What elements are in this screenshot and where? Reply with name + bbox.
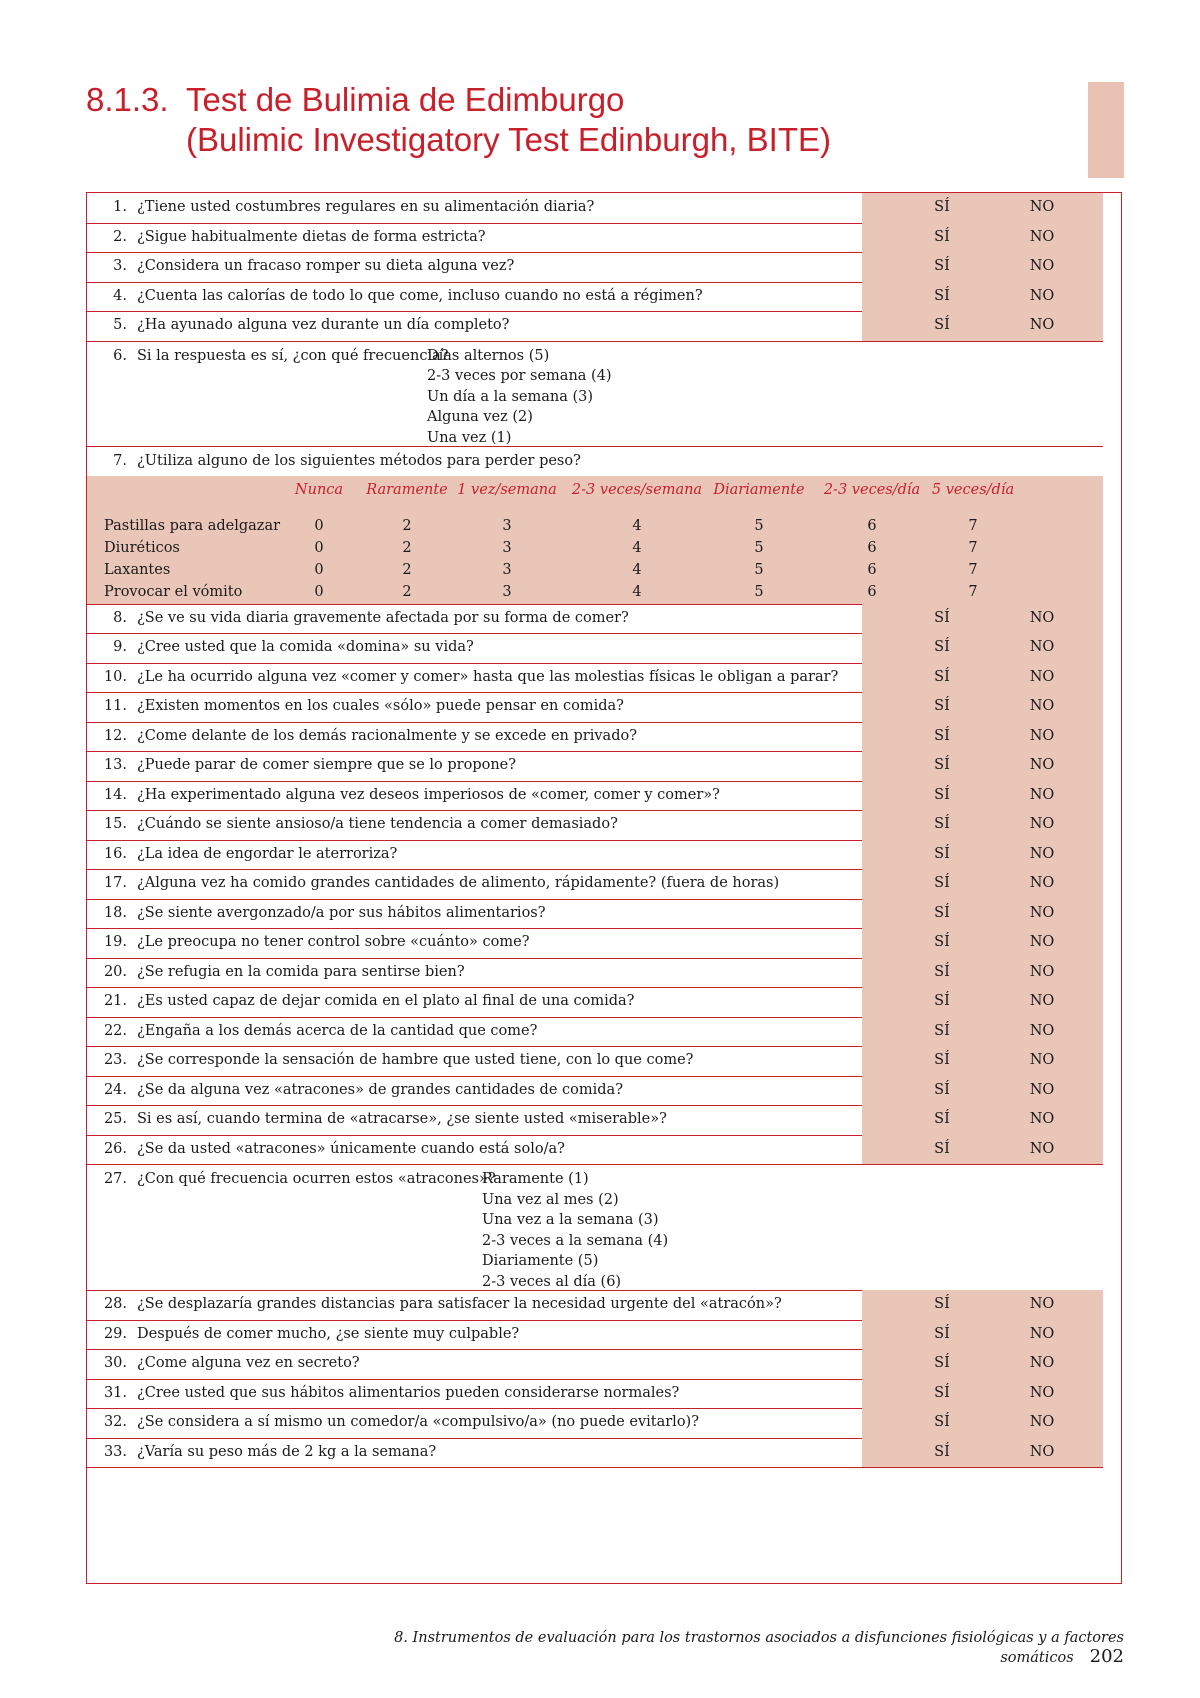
yes-option[interactable]: SÍ [934,934,950,950]
question-row [87,223,1103,254]
method-score[interactable]: 4 [632,517,642,534]
question-number: 32. [103,1414,127,1430]
frequency-column-label: 1 vez/semana [457,481,557,498]
question-row [87,341,1103,447]
frequency-option[interactable]: 2-3 veces al día (6) [482,1273,622,1290]
question-number: 19. [103,934,127,950]
answer-cell [862,928,1103,958]
question-row [87,1017,1103,1048]
question-text: ¿Cree usted que la comida «domina» su vida? [137,639,474,655]
question-row [87,869,1103,900]
method-row [87,540,1103,562]
yes-option[interactable]: SÍ [934,1022,950,1039]
method-score[interactable]: 4 [632,583,642,600]
answer-cell [862,1349,1103,1379]
question-row [87,1349,1103,1380]
method-row [87,518,1103,540]
question-number: 7. [113,452,127,469]
method-score[interactable]: 6 [867,583,877,600]
frequency-option[interactable]: Una vez a la semana (3) [482,1212,659,1228]
yes-option[interactable]: SÍ [934,845,950,862]
method-name: Pastillas para adelgazar [104,517,281,534]
answer-cell [862,1105,1103,1135]
frequency-column-label: 2-3 veces/semana [571,481,703,498]
questionnaire-table [86,192,1122,1584]
method-score[interactable]: 5 [754,517,764,534]
method-score[interactable]: 2 [402,583,412,600]
frequency-options [427,346,612,449]
no-option[interactable]: NO [1029,698,1055,714]
question-number: 6. [113,347,127,364]
answer-cell [862,1017,1103,1047]
no-option[interactable]: NO [1029,875,1055,891]
method-score[interactable]: 4 [632,561,642,578]
question-number: 27. [103,1171,127,1187]
question-row [87,1135,1103,1166]
method-score[interactable]: 5 [754,539,764,556]
no-option[interactable]: NO [1029,1296,1055,1312]
no-option[interactable]: NO [1029,1052,1055,1068]
frequency-option[interactable]: Una vez al mes (2) [482,1191,619,1208]
answer-cell [862,252,1103,282]
method-score[interactable]: 6 [867,539,877,556]
answer-cell [862,958,1103,988]
yes-option[interactable]: SÍ [934,287,950,304]
question-number: 25. [103,1111,127,1127]
answer-cell [862,840,1103,870]
question-row [87,1290,1103,1321]
no-option[interactable]: NO [1029,786,1055,803]
method-score[interactable]: 2 [402,517,412,534]
yes-option[interactable]: SÍ [934,1111,950,1127]
question-number: 22. [103,1022,127,1039]
question-text: ¿Se considera a sí mismo un comedor/a «compulsivo/a» (no puede evitarlo)? [137,1414,699,1430]
question-text: ¿Come delante de los demás racionalmente y se excede en privado? [137,727,637,744]
frequency-option[interactable]: Diariamente (5) [482,1253,599,1269]
question-text: ¿Ha ayunado alguna vez durante un día completo? [137,317,510,333]
yes-option[interactable]: SÍ [934,1355,950,1371]
answer-cell [862,869,1103,899]
question-text: ¿Sigue habitualmente dietas de forma estricta? [137,228,486,245]
question-row [87,1164,1103,1291]
answer-cell [862,633,1103,663]
yes-option[interactable]: SÍ [934,1296,950,1312]
question-text: ¿Come alguna vez en secreto? [137,1355,360,1371]
question-number: 31. [103,1384,127,1401]
method-score[interactable]: 5 [754,561,764,578]
no-option[interactable]: NO [1029,317,1055,333]
frequency-column-label: 5 veces/día [931,481,1015,498]
method-score[interactable]: 3 [502,517,512,534]
method-score[interactable]: 6 [867,517,877,534]
yes-option[interactable]: SÍ [934,668,950,685]
page-footer [270,1630,1124,1667]
yes-option[interactable]: SÍ [934,786,950,803]
method-name: Provocar el vómito [104,583,243,600]
question-row [87,1320,1103,1351]
question-row [87,928,1103,959]
question-row [87,311,1103,342]
yes-option[interactable]: SÍ [934,317,950,333]
section-heading [86,80,831,160]
question-number: 18. [103,904,127,921]
question-row [87,1076,1103,1107]
method-score[interactable]: 7 [968,539,978,556]
question-row [87,1046,1103,1077]
question-number: 5. [113,317,127,333]
question-text: ¿Se da usted «atracones» únicamente cuando está solo/a? [137,1140,565,1157]
question-row [87,1379,1103,1410]
method-name: Diuréticos [104,539,180,556]
question-row [87,751,1103,782]
no-option[interactable]: NO [1029,904,1055,921]
no-option[interactable]: NO [1029,199,1055,215]
method-score[interactable]: 2 [402,539,412,556]
method-score[interactable]: 3 [502,539,512,556]
yes-option[interactable]: SÍ [934,639,950,655]
frequency-option[interactable]: 2-3 veces por semana (4) [427,368,612,384]
question-text: ¿Es usted capaz de dejar comida en el plato al final de una comida? [137,993,635,1009]
no-option[interactable]: NO [1029,1081,1055,1098]
method-score[interactable]: 5 [754,583,764,600]
no-option[interactable]: NO [1029,639,1055,655]
method-frequency-grid [87,508,1103,605]
frequency-column-label: Diariamente [713,481,805,498]
question-number: 8. [113,609,127,626]
question-number: 26. [103,1140,127,1157]
chapter-tab [1088,82,1124,178]
question-text: ¿Con qué frecuencia ocurren estos «atracones»? [137,1171,496,1187]
question-text: ¿Cuándo se siente ansioso/a tiene tendencia a comer demasiado? [137,816,618,832]
question-number: 20. [103,963,127,980]
frequency-option[interactable]: Raramente (1) [482,1171,589,1187]
method-score[interactable]: 2 [402,561,412,578]
question-number: 29. [103,1325,127,1342]
question-number: 24. [103,1081,127,1098]
method-score[interactable]: 0 [314,561,324,578]
question-text: ¿Alguna vez ha comido grandes cantidades de alimento, rápidamente? (fuera de horas) [137,875,780,891]
question-text: ¿La idea de engordar le aterroriza? [137,845,398,862]
no-option[interactable]: NO [1029,993,1055,1009]
question-text: ¿Le preocupa no tener control sobre «cuánto» come? [137,934,530,950]
question-row [87,840,1103,871]
no-option[interactable]: NO [1029,1022,1055,1039]
question-text: ¿Le ha ocurrido alguna vez «comer y comer» hasta que las molestias físicas le obligan a parar? [137,668,839,685]
answer-cell [862,663,1103,693]
question-text: ¿Cuenta las calorías de todo lo que come, incluso cuando no está a régimen? [137,287,703,304]
question-number: 14. [103,786,127,803]
no-option[interactable]: NO [1029,727,1055,744]
question-number: 21. [103,993,127,1009]
question-row [87,722,1103,753]
frequency-option[interactable]: Días alternos (5) [427,347,550,364]
yes-option[interactable]: SÍ [934,1443,950,1460]
method-score[interactable]: 4 [632,539,642,556]
method-row [87,562,1103,584]
yes-option[interactable]: SÍ [934,757,950,773]
question-text: ¿Puede parar de comer siempre que se lo propone? [137,757,517,773]
no-option[interactable]: NO [1029,228,1055,245]
question-text: ¿Se desplazaría grandes distancias para satisfacer la necesidad urgente del «atracón»? [137,1296,782,1312]
question-text: ¿Se ve su vida diaria gravemente afectada por su forma de comer? [137,609,629,626]
yes-option[interactable]: SÍ [934,609,950,626]
question-number: 1. [113,199,127,215]
question-number: 23. [103,1052,127,1068]
yes-option[interactable]: SÍ [934,904,950,921]
method-score[interactable]: 0 [314,517,324,534]
method-score[interactable]: 3 [502,583,512,600]
question-text: ¿Se refugia en la comida para sentirse bien? [137,963,465,980]
no-option[interactable]: NO [1029,668,1055,685]
yes-option[interactable]: SÍ [934,228,950,245]
no-option[interactable]: NO [1029,287,1055,304]
question-row [87,987,1103,1018]
answer-cell [862,722,1103,752]
section-subtitle: (Bulimic Investigatory Test Edinburgh, BITE) [186,121,831,158]
question-row [87,282,1103,313]
question-number: 16. [103,845,127,862]
question-number: 3. [113,258,127,274]
question-text: ¿Engaña a los demás acerca de la cantidad que come? [137,1022,538,1039]
yes-option[interactable]: SÍ [934,1414,950,1430]
question-text: Si es así, cuando termina de «atracarse», ¿se siente usted «miserable»? [137,1111,667,1127]
method-row [87,584,1103,606]
no-option[interactable]: NO [1029,963,1055,980]
no-option[interactable]: NO [1029,1384,1055,1401]
answer-cell [862,1379,1103,1409]
frequency-column-label: Raramente [366,481,448,498]
no-option[interactable]: NO [1029,934,1055,950]
frequency-option[interactable]: Un día a la semana (3) [427,388,594,405]
answer-cell [862,282,1103,312]
yes-option[interactable]: SÍ [934,993,950,1009]
answer-cell [862,311,1103,341]
method-score[interactable]: 3 [502,561,512,578]
question-number: 33. [103,1443,127,1460]
question-row [87,1438,1103,1469]
question-text: ¿Tiene usted costumbres regulares en su alimentación diaria? [137,199,595,215]
answer-cell [862,692,1103,722]
yes-option[interactable]: SÍ [934,727,950,744]
answer-cell [862,1438,1103,1468]
question-row [87,604,1103,635]
no-option[interactable]: NO [1029,816,1055,832]
method-score[interactable]: 0 [314,583,324,600]
no-option[interactable]: NO [1029,845,1055,862]
question-row [87,899,1103,930]
method-score[interactable]: 7 [968,517,978,534]
question-text: Después de comer mucho, ¿se siente muy culpable? [137,1325,520,1342]
no-option[interactable]: NO [1029,1325,1055,1342]
no-option[interactable]: NO [1029,609,1055,626]
answer-cell [862,899,1103,929]
answer-cell [862,223,1103,253]
frequency-column-label: 2-3 veces/día [823,481,921,498]
answer-cell [862,1135,1103,1165]
question-row [87,663,1103,694]
method-score[interactable]: 7 [968,561,978,578]
question-number: 2. [113,228,127,245]
method-score[interactable]: 6 [867,561,877,578]
answer-cell [862,1046,1103,1076]
no-option[interactable]: NO [1029,757,1055,773]
yes-option[interactable]: SÍ [934,1384,950,1401]
section-title: Test de Bulimia de Edimburgo [186,81,625,118]
question-number: 13. [103,757,127,773]
yes-option[interactable]: SÍ [934,1052,950,1068]
question-number: 15. [103,816,127,832]
yes-option[interactable]: SÍ [934,698,950,714]
question-text: Si la respuesta es sí, ¿con qué frecuencia? [137,347,449,364]
answer-cell [862,193,1103,223]
yes-option[interactable]: SÍ [934,1325,950,1342]
page-number: 202 [1089,1646,1124,1667]
answer-cell [862,751,1103,781]
no-option[interactable]: NO [1029,1443,1055,1460]
answer-cell [862,1290,1103,1320]
answer-cell [862,987,1103,1017]
yes-option[interactable]: SÍ [934,816,950,832]
frequency-option[interactable]: Alguna vez (2) [427,409,533,425]
question-number: 30. [103,1355,127,1371]
yes-option[interactable]: SÍ [934,1081,950,1098]
question-text: ¿Se siente avergonzado/a por sus hábitos alimentarios? [137,904,546,921]
yes-option[interactable]: SÍ [934,1140,950,1157]
question-number: 10. [103,668,127,685]
answer-cell [862,1408,1103,1438]
answer-cell [862,1320,1103,1350]
answer-cell [862,604,1103,634]
no-option[interactable]: NO [1029,258,1055,274]
question-text: ¿Cree usted que sus hábitos alimentarios pueden considerarse normales? [137,1384,680,1401]
question-number: 28. [103,1296,127,1312]
method-score[interactable]: 0 [314,539,324,556]
question-number: 17. [103,875,127,891]
yes-option[interactable]: SÍ [934,963,950,980]
section-number: 8.1.3. [86,81,169,118]
question-row [87,1105,1103,1136]
frequency-option[interactable]: Una vez (1) [427,429,512,446]
frequency-column-label: Nunca [294,481,344,498]
question-row [87,781,1103,812]
no-option[interactable]: NO [1029,1111,1055,1127]
question-row [87,958,1103,989]
question-text: ¿Varía su peso más de 2 kg a la semana? [137,1443,437,1460]
question-number: 4. [113,287,127,304]
question-text: ¿Se corresponde la sensación de hambre que usted tiene, con lo que come? [137,1052,694,1068]
method-frequency-header [87,476,1103,509]
question-row [87,252,1103,283]
frequency-option[interactable]: 2-3 veces a la semana (4) [482,1232,669,1249]
no-option[interactable]: NO [1029,1355,1055,1371]
question-text: ¿Se da alguna vez «atracones» de grandes cantidades de comida? [137,1081,623,1098]
no-option[interactable]: NO [1029,1140,1055,1157]
question-row [87,692,1103,723]
answer-cell [862,1076,1103,1106]
answer-cell [862,781,1103,811]
method-score[interactable]: 7 [968,583,978,600]
question-number: 9. [113,639,127,655]
question-row [87,810,1103,841]
answer-cell [862,810,1103,840]
question-row [87,446,1103,476]
frequency-options [482,1169,668,1292]
yes-option[interactable]: SÍ [934,199,950,215]
question-text: ¿Existen momentos en los cuales «sólo» puede pensar en comida? [137,698,624,714]
question-number: 12. [103,727,127,744]
question-row [87,633,1103,664]
question-text: ¿Ha experimentado alguna vez deseos imperiosos de «comer, comer y comer»? [137,786,720,803]
question-number: 11. [103,698,127,714]
no-option[interactable]: NO [1029,1414,1055,1430]
yes-option[interactable]: SÍ [934,258,950,274]
footer-text: 8. Instrumentos de evaluación para los trastornos asociados a disfunciones fisiológicas y a factores somáticos [394,1630,1124,1666]
question-text: ¿Utiliza alguno de los siguientes métodos para perder peso? [137,452,581,469]
question-row [87,193,1103,224]
question-text: ¿Considera un fracaso romper su dieta alguna vez? [137,258,515,274]
yes-option[interactable]: SÍ [934,875,950,891]
method-name: Laxantes [104,561,171,578]
question-row [87,1408,1103,1439]
